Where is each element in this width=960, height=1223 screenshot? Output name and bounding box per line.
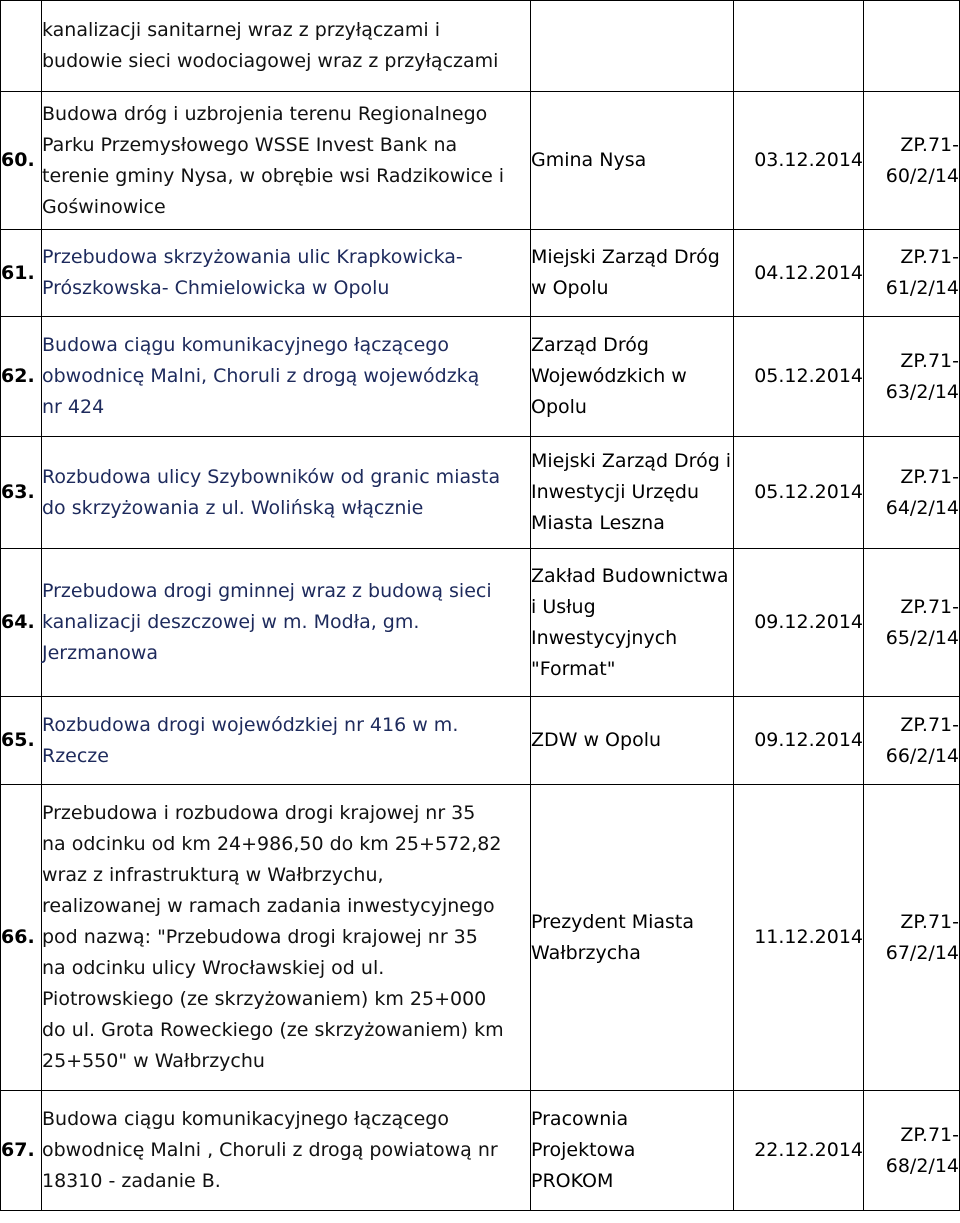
table-row	[1, 697, 960, 785]
case-reference: ZP.71- 65/2/14	[864, 549, 960, 697]
case-reference: ZP.71- 67/2/14	[864, 785, 960, 1091]
decision-date	[734, 1, 864, 92]
row-number: 65.	[1, 697, 42, 785]
case-reference	[864, 1, 960, 92]
row-number: 66.	[1, 785, 42, 1091]
decision-date: 05.12.2014	[734, 437, 864, 549]
investor-name: Prezydent Miasta Wałbrzycha	[531, 785, 734, 1091]
task-description: Budowa ciągu komunikacyjnego łączącego obwodnicę Malni , Choruli z drogą powiatową nr 18310 - zadanie B.	[42, 1091, 531, 1211]
table-row	[1, 92, 960, 230]
decision-date: 09.12.2014	[734, 549, 864, 697]
table-row	[1, 1, 960, 92]
investor-name: Gmina Nysa	[531, 92, 734, 230]
case-reference: ZP.71- 63/2/14	[864, 317, 960, 437]
case-reference: ZP.71- 64/2/14	[864, 437, 960, 549]
decision-date: 05.12.2014	[734, 317, 864, 437]
row-number: 62.	[1, 317, 42, 437]
table-row	[1, 437, 960, 549]
investor-name: Zakład Budownictwa i Usług Inwestycyjnych "Format"	[531, 549, 734, 697]
task-description: kanalizacji sanitarnej wraz z przyłączami i budowie sieci wodociagowej wraz z przyłączami	[42, 1, 531, 92]
investor-name: Zarząd Dróg Wojewódzkich w Opolu	[531, 317, 734, 437]
table-row	[1, 230, 960, 317]
decision-date: 11.12.2014	[734, 785, 864, 1091]
task-description: Budowa ciągu komunikacyjnego łączącego obwodnicę Malni, Choruli z drogą wojewódzką nr 424	[42, 317, 531, 437]
case-reference: ZP.71- 66/2/14	[864, 697, 960, 785]
case-reference: ZP.71- 68/2/14	[864, 1091, 960, 1211]
decision-date: 09.12.2014	[734, 697, 864, 785]
task-description: Budowa dróg i uzbrojenia terenu Regionalnego Parku Przemysłowego WSSE Invest Bank na terenie gminy Nysa, w obrębie wsi Radzikowice i Goświnowice	[42, 92, 531, 230]
decision-date: 04.12.2014	[734, 230, 864, 317]
investor-name: Miejski Zarząd Dróg i Inwestycji Urzędu Miasta Leszna	[531, 437, 734, 549]
task-description: Rozbudowa ulicy Szybowników od granic miasta do skrzyżowania z ul. Wolińską włącznie	[42, 437, 531, 549]
row-number: 60.	[1, 92, 42, 230]
row-number	[1, 1, 42, 92]
investor-name: Pracownia Projektowa PROKOM	[531, 1091, 734, 1211]
row-number: 63.	[1, 437, 42, 549]
row-number: 61.	[1, 230, 42, 317]
investor-name: Miejski Zarząd Dróg w Opolu	[531, 230, 734, 317]
table-row	[1, 317, 960, 437]
row-number: 67.	[1, 1091, 42, 1211]
task-description: Przebudowa drogi gminnej wraz z budową sieci kanalizacji deszczowej w m. Modła, gm. Jerzmanowa	[42, 549, 531, 697]
table-row	[1, 1091, 960, 1211]
task-description: Przebudowa skrzyżowania ulic Krapkowicka- Prószkowska- Chmielowicka w Opolu	[42, 230, 531, 317]
task-description: Przebudowa i rozbudowa drogi krajowej nr 35 na odcinku od km 24+986,50 do km 25+572,82 wraz z infrastrukturą w Wałbrzychu, realizowanej w ramach zadania inwestycyjnego pod nazwą: "Przebudowa drogi krajowej nr 35 na odcinku ulicy Wrocławskiej od ul. Piotrowskiego (ze skrzyżowaniem) km 25+000 do ul. Grota Roweckiego (ze skrzyżowaniem) km 25+550" w Wałbrzychu	[42, 785, 531, 1091]
decision-date: 22.12.2014	[734, 1091, 864, 1211]
decision-date: 03.12.2014	[734, 92, 864, 230]
table-row	[1, 549, 960, 697]
investor-name: ZDW w Opolu	[531, 697, 734, 785]
case-reference: ZP.71- 60/2/14	[864, 92, 960, 230]
investor-name	[531, 1, 734, 92]
task-description: Rozbudowa drogi wojewódzkiej nr 416 w m. Rzecze	[42, 697, 531, 785]
table-row	[1, 785, 960, 1091]
row-number: 64.	[1, 549, 42, 697]
case-reference: ZP.71- 61/2/14	[864, 230, 960, 317]
